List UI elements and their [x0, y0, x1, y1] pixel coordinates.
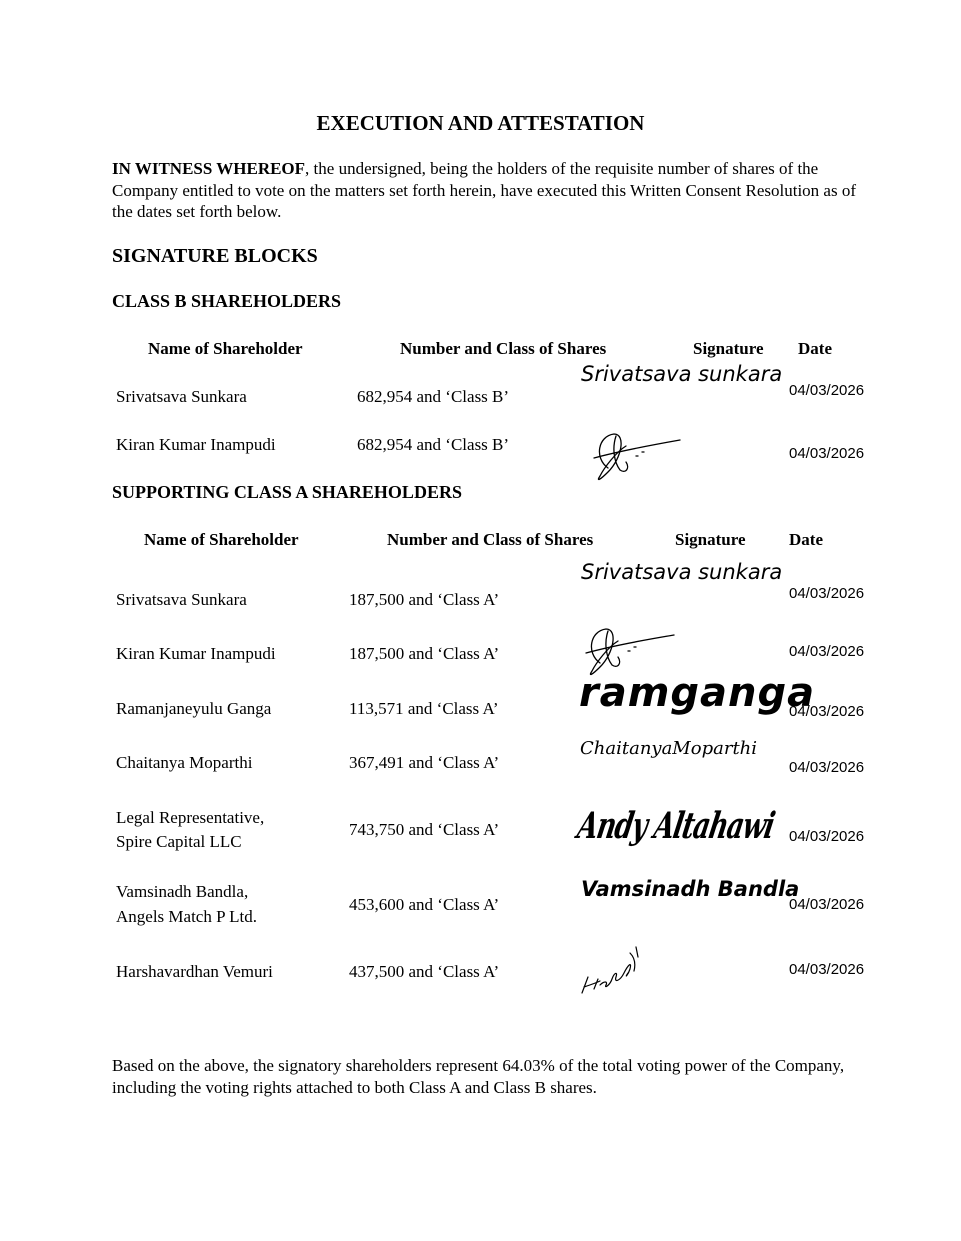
class-a-row-2-name: Kiran Kumar Inampudi	[116, 644, 276, 663]
class-a-row-4-name: Chaitanya Moparthi	[116, 753, 253, 772]
page-title: EXECUTION AND ATTESTATION	[316, 111, 645, 135]
class-b-col-date: Date	[798, 339, 832, 358]
handwritten-signature-icon	[586, 428, 686, 483]
class-a-row-1-signature: Srivatsava sunkara	[581, 560, 783, 584]
class-a-row-1-name: Srivatsava Sunkara	[116, 590, 247, 609]
class-a-col-name: Name of Shareholder	[144, 530, 299, 549]
class-a-row-6-date: 04/03/2026	[789, 896, 865, 913]
class-b-row-2-shares: 682,954 and ‘Class B’	[357, 435, 510, 454]
class-b-col-shares: Number and Class of Shares	[400, 339, 607, 358]
class-b-col-signature: Signature	[693, 339, 764, 358]
class-a-row-5-name-line1: Legal Representative,	[116, 808, 265, 827]
class-b-row-1-signature: Srivatsava sunkara	[581, 362, 783, 386]
class-a-row-2-shares: 187,500 and ‘Class A’	[349, 644, 500, 663]
class-a-row-5-signature: Andy Altahawi	[574, 806, 778, 848]
class-a-row-7-name: Harshavardhan Vemuri	[116, 962, 273, 981]
class-a-row-2-date: 04/03/2026	[789, 643, 865, 660]
intro-text: , the undersigned, being the holders of the requisite number of shares of the Company entitled to vote on the matters set forth herein, have executed this Written Consent Resolution as of the dates set forth below.	[112, 159, 856, 221]
class-a-row-5-shares: 743,750 and ‘Class A’	[349, 820, 500, 839]
class-a-row-4-date: 04/03/2026	[789, 759, 865, 776]
class-a-row-3-signature: ramganga	[579, 670, 816, 716]
class-a-col-signature: Signature	[675, 530, 746, 549]
class-a-col-date: Date	[789, 530, 823, 549]
class-a-row-7-date: 04/03/2026	[789, 961, 865, 978]
class-a-row-4-signature: ChaitanyaMoparthi	[580, 738, 758, 759]
class-a-row-4-shares: 367,491 and ‘Class A’	[349, 753, 500, 772]
class-a-row-7-shares: 437,500 and ‘Class A’	[349, 962, 500, 981]
class-a-row-6-name-line2: Angels Match P Ltd.	[116, 907, 258, 926]
class-a-row-1-date: 04/03/2026	[789, 585, 865, 602]
class-b-heading: CLASS B SHAREHOLDERS	[112, 291, 342, 311]
class-b-row-1-name: Srivatsava Sunkara	[116, 387, 247, 406]
class-a-row-1-shares: 187,500 and ‘Class A’	[349, 590, 500, 609]
intro-paragraph	[112, 158, 857, 223]
handwritten-signature-icon	[578, 943, 644, 999]
class-b-row-1-date: 04/03/2026	[789, 382, 865, 399]
class-a-row-5-name-line2: Spire Capital LLC	[116, 832, 242, 851]
class-a-row-6-name-line1: Vamsinadh Bandla,	[116, 882, 249, 901]
class-b-col-name: Name of Shareholder	[148, 339, 303, 358]
intro-bold-lead: IN WITNESS WHEREOF	[112, 159, 306, 178]
class-a-row-6-signature: Vamsinadh Bandla	[581, 877, 800, 901]
class-b-row-2-name: Kiran Kumar Inampudi	[116, 435, 276, 454]
signature-blocks-heading: SIGNATURE BLOCKS	[112, 245, 318, 267]
class-a-row-6-shares: 453,600 and ‘Class A’	[349, 895, 500, 914]
class-a-row-3-shares: 113,571 and ‘Class A’	[349, 699, 499, 718]
class-b-row-1-shares: 682,954 and ‘Class B’	[357, 387, 510, 406]
class-a-row-3-name: Ramanjaneyulu Ganga	[116, 699, 272, 718]
class-a-row-5-date: 04/03/2026	[789, 828, 865, 845]
class-b-row-2-date: 04/03/2026	[789, 445, 865, 462]
class-a-col-shares: Number and Class of Shares	[387, 530, 594, 549]
conclusion-paragraph: Based on the above, the signatory shareholders represent 64.03% of the total voting power of the Company, including the voting rights attached to both Class A and Class B shares.	[112, 1056, 845, 1097]
class-a-row-3-date: 04/03/2026	[789, 703, 865, 720]
class-a-heading: SUPPORTING CLASS A SHAREHOLDERS	[112, 482, 462, 502]
